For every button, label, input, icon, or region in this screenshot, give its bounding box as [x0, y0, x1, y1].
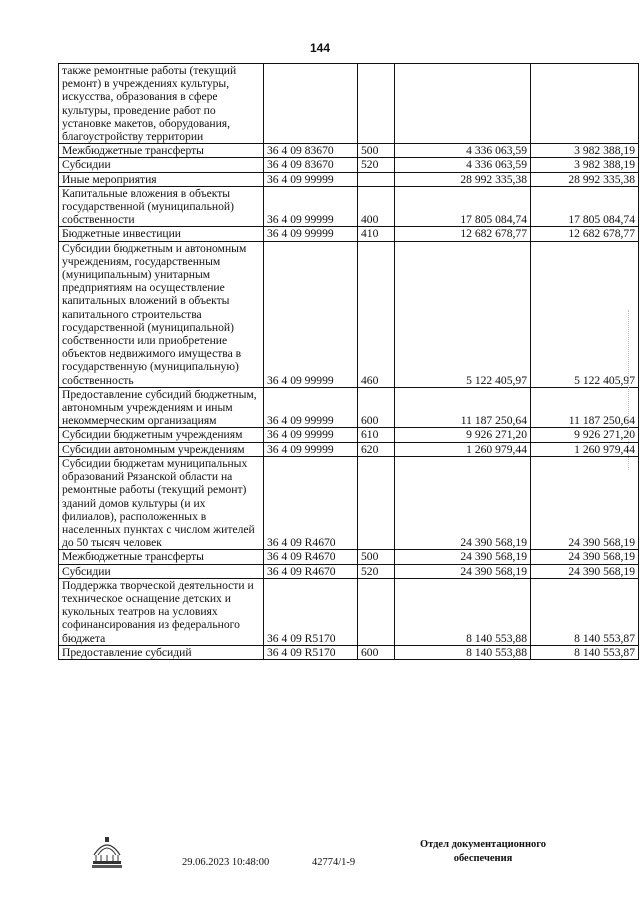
row-code-cell: 36 4 09 99999 [264, 442, 358, 456]
row-sum-1-cell: 9 926 271,20 [395, 428, 531, 442]
row-sum-2-cell: 8 140 553,87 [531, 578, 639, 645]
row-sum-2-cell [531, 64, 639, 144]
row-expense-type-cell [358, 578, 395, 645]
row-code-cell: 36 4 09 R4670 [264, 456, 358, 549]
row-sum-1-cell: 4 336 063,59 [395, 144, 531, 158]
scan-edge-mark [628, 310, 635, 470]
row-name-cell: Предоставление субсидий бюджетным, автономным учреждениям и иным некоммерческим организациям [59, 387, 264, 428]
table-row [59, 564, 639, 578]
row-name-cell: также ремонтные работы (текущий ремонт) в учреждениях культуры, искусства, образования в сфере культуры, проведение работ по установке макетов, оборудования, благоустройству территории [59, 64, 264, 144]
row-code-cell: 36 4 09 R4670 [264, 564, 358, 578]
row-name-cell: Предоставление субсидий [59, 645, 264, 659]
row-expense-type-cell: 500 [358, 144, 395, 158]
row-code-cell: 36 4 09 99999 [264, 172, 358, 186]
row-sum-1-cell: 4 336 063,59 [395, 158, 531, 172]
row-expense-type-cell: 600 [358, 387, 395, 428]
row-expense-type-cell: 620 [358, 442, 395, 456]
table-row [59, 550, 639, 564]
row-expense-type-cell: 520 [358, 158, 395, 172]
row-code-cell: 36 4 09 99999 [264, 241, 358, 387]
row-sum-2-cell: 11 187 250,64 [531, 387, 639, 428]
row-code-cell: 36 4 09 R5170 [264, 645, 358, 659]
table-row [59, 645, 639, 659]
row-code-cell: 36 4 09 99999 [264, 186, 358, 227]
row-code-cell: 36 4 09 99999 [264, 428, 358, 442]
table-row [59, 578, 639, 645]
row-name-cell: Поддержка творческой деятельности и техническое оснащение детских и кукольных театров на условиях софинансирования из федерального бюджета [59, 578, 264, 645]
table-row [59, 64, 639, 144]
table-row [59, 442, 639, 456]
row-code-cell [264, 64, 358, 144]
row-expense-type-cell [358, 64, 395, 144]
row-name-cell: Субсидии автономным учреждениям [59, 442, 264, 456]
row-name-cell: Капитальные вложения в объекты государственной (муниципальной) собственности [59, 186, 264, 227]
row-expense-type-cell: 400 [358, 186, 395, 227]
row-sum-1-cell: 8 140 553,88 [395, 578, 531, 645]
table-row [59, 241, 639, 387]
row-sum-1-cell: 17 805 084,74 [395, 186, 531, 227]
footer-department-line2: обеспечения [453, 853, 513, 864]
table-row [59, 158, 639, 172]
row-sum-1-cell: 1 260 979,44 [395, 442, 531, 456]
table-row [59, 387, 639, 428]
row-code-cell: 36 4 09 R5170 [264, 578, 358, 645]
row-code-cell: 36 4 09 83670 [264, 158, 358, 172]
table-row [59, 456, 639, 549]
row-sum-2-cell: 3 982 388,19 [531, 144, 639, 158]
row-sum-2-cell: 12 682 678,77 [531, 227, 639, 241]
row-sum-1-cell: 24 390 568,19 [395, 550, 531, 564]
footer-department-line1: Отдел документационного [419, 839, 547, 850]
row-name-cell: Иные мероприятия [59, 172, 264, 186]
row-sum-1-cell: 11 187 250,64 [395, 387, 531, 428]
row-sum-1-cell: 5 122 405,97 [395, 241, 531, 387]
page-number: 144 [309, 41, 331, 55]
row-name-cell: Субсидии бюджетным и автономным учреждениям, государственным (муниципальным) унитарным предприятиям на осуществление капитальных вложений в объекты капитального строительства государственной (муниципальной) собственности или приобретение объектов недвижимого имущества в государственную (муниципальную) собственность [59, 241, 264, 387]
row-code-cell: 36 4 09 99999 [264, 387, 358, 428]
row-sum-1-cell: 8 140 553,88 [395, 645, 531, 659]
table-row [59, 186, 639, 227]
row-expense-type-cell: 600 [358, 645, 395, 659]
duma-emblem-icon [90, 833, 124, 869]
row-name-cell: Субсидии бюджетам муниципальных образований Рязанской области на ремонтные работы (текущий ремонт) зданий домов культуры (и их филиалов), расположенных в населенных пунктах с числом жителей до 50 тысяч человек [59, 456, 264, 549]
row-sum-2-cell: 24 390 568,19 [531, 550, 639, 564]
table-row [59, 227, 639, 241]
row-sum-2-cell: 5 122 405,97 [531, 241, 639, 387]
footer-department [398, 838, 568, 866]
row-sum-2-cell: 8 140 553,87 [531, 645, 639, 659]
row-code-cell: 36 4 09 99999 [264, 227, 358, 241]
row-expense-type-cell [358, 456, 395, 549]
row-sum-2-cell: 3 982 388,19 [531, 158, 639, 172]
row-name-cell: Субсидии [59, 564, 264, 578]
row-sum-2-cell: 28 992 335,38 [531, 172, 639, 186]
row-code-cell: 36 4 09 83670 [264, 144, 358, 158]
row-sum-2-cell: 24 390 568,19 [531, 456, 639, 549]
row-expense-type-cell: 610 [358, 428, 395, 442]
row-sum-1-cell: 28 992 335,38 [395, 172, 531, 186]
table-row [59, 172, 639, 186]
row-sum-1-cell [395, 64, 531, 144]
row-name-cell: Межбюджетные трансферты [59, 144, 264, 158]
row-sum-1-cell: 12 682 678,77 [395, 227, 531, 241]
row-name-cell: Межбюджетные трансферты [59, 550, 264, 564]
row-expense-type-cell: 410 [358, 227, 395, 241]
table-row [59, 428, 639, 442]
row-sum-2-cell: 24 390 568,19 [531, 564, 639, 578]
row-sum-1-cell: 24 390 568,19 [395, 456, 531, 549]
row-sum-2-cell: 1 260 979,44 [531, 442, 639, 456]
row-expense-type-cell: 520 [358, 564, 395, 578]
row-name-cell: Субсидии [59, 158, 264, 172]
row-expense-type-cell: 500 [358, 550, 395, 564]
row-sum-2-cell: 9 926 271,20 [531, 428, 639, 442]
budget-table [58, 63, 639, 660]
row-expense-type-cell [358, 172, 395, 186]
budget-table-body [59, 64, 639, 660]
footer-date: 29.06.2023 10:48:00 [182, 857, 270, 868]
row-name-cell: Бюджетные инвестиции [59, 227, 264, 241]
row-code-cell: 36 4 09 R4670 [264, 550, 358, 564]
row-sum-2-cell: 17 805 084,74 [531, 186, 639, 227]
footer-doc-number: 42774/1-9 [312, 857, 356, 868]
table-row [59, 144, 639, 158]
row-expense-type-cell: 460 [358, 241, 395, 387]
row-name-cell: Субсидии бюджетным учреждениям [59, 428, 264, 442]
row-sum-1-cell: 24 390 568,19 [395, 564, 531, 578]
